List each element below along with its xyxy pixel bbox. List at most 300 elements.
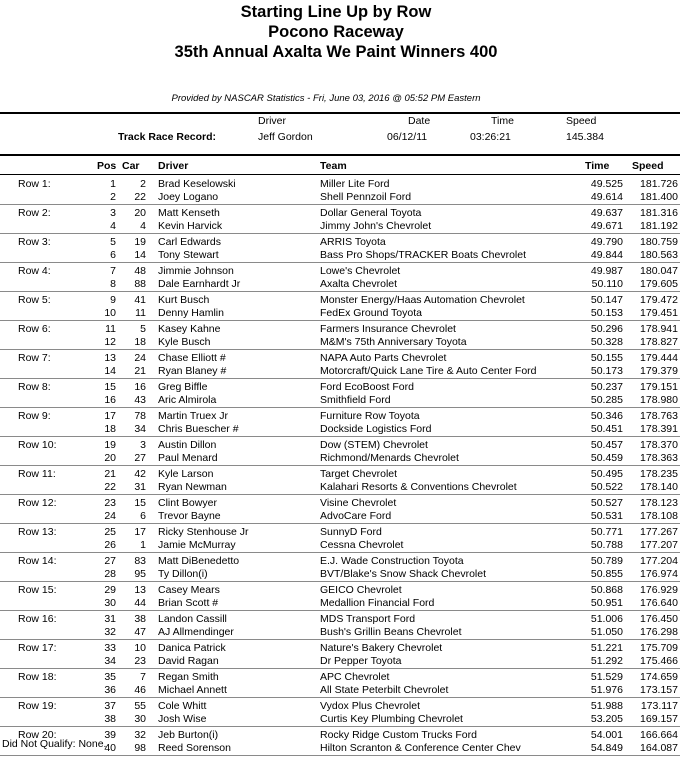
col-time-header: Time <box>585 160 610 172</box>
table-row <box>0 496 680 510</box>
cell-time: 49.525 <box>590 178 623 190</box>
row-group <box>0 234 680 263</box>
cell-team: Monster Energy/Haas Automation Chevrolet <box>320 294 525 306</box>
cell-speed: 164.087 <box>640 742 678 754</box>
cell-driver: Kasey Kahne <box>158 323 221 335</box>
cell-car: 15 <box>134 497 146 509</box>
cell-team: Vydox Plus Chevrolet <box>320 700 420 712</box>
cell-car: 98 <box>134 742 146 754</box>
cell-driver: Danica Patrick <box>158 642 226 654</box>
cell-car: 31 <box>134 481 146 493</box>
cell-driver: Jamie McMurray <box>158 539 236 551</box>
cell-driver: Ricky Stenhouse Jr <box>158 526 249 538</box>
cell-time: 50.527 <box>590 497 623 509</box>
cell-team: APC Chevrolet <box>320 671 390 683</box>
row-label: Row 18: <box>18 671 57 683</box>
cell-team: ARRIS Toyota <box>320 236 386 248</box>
cell-driver: Paul Menard <box>158 452 218 464</box>
table-row <box>0 712 680 726</box>
report-title: Starting Line Up by Row <box>240 3 432 21</box>
cell-time: 50.237 <box>590 381 623 393</box>
cell-car: 13 <box>134 584 146 596</box>
table-row <box>0 364 680 378</box>
cell-car: 16 <box>134 381 146 393</box>
row-label: Row 12: <box>18 497 57 509</box>
table-row <box>0 554 680 568</box>
cell-pos: 25 <box>104 526 116 538</box>
race-name: 35th Annual Axalta We Paint Winners 400 <box>174 43 498 61</box>
cell-pos: 14 <box>104 365 116 377</box>
cell-pos: 29 <box>104 584 116 596</box>
row-label: Row 6: <box>18 323 51 335</box>
cell-team: Lowe's Chevrolet <box>320 265 401 277</box>
cell-driver: Dale Earnhardt Jr <box>158 278 241 290</box>
record-driver: Jeff Gordon <box>258 131 313 143</box>
cell-car: 95 <box>134 568 146 580</box>
cell-team: Bass Pro Shops/TRACKER Boats Chevrolet <box>320 249 527 261</box>
cell-driver: Cole Whitt <box>158 700 207 712</box>
header-rule <box>0 154 680 156</box>
cell-driver: Regan Smith <box>158 671 219 683</box>
row-label: Row 11: <box>18 468 56 480</box>
cell-pos: 30 <box>104 597 116 609</box>
cell-speed: 179.444 <box>640 352 678 364</box>
cell-driver: Brad Keselowski <box>158 178 236 190</box>
cell-team: Smithfield Ford <box>320 394 391 406</box>
row-group <box>0 205 680 234</box>
cell-time: 50.155 <box>590 352 623 364</box>
col-car-header: Car <box>122 160 140 172</box>
cell-car: 44 <box>134 597 146 609</box>
row-label: Row 14: <box>18 555 57 567</box>
cell-speed: 180.759 <box>640 236 678 248</box>
top-rule <box>0 112 680 114</box>
row-label: Row 1: <box>18 178 51 190</box>
cell-car: 78 <box>134 410 146 422</box>
table-row <box>0 683 680 697</box>
cell-speed: 181.192 <box>640 220 678 232</box>
record-time: 03:26:21 <box>470 131 511 143</box>
provided-by-line: Provided by NASCAR Statistics - Fri, June 03, 2016 @ 05:52 PM Eastern <box>171 93 481 104</box>
cell-team: Dow (STEM) Chevrolet <box>320 439 428 451</box>
cell-time: 50.522 <box>590 481 623 493</box>
cell-team: Dockside Logistics Ford <box>320 423 432 435</box>
cell-team: All State Peterbilt Chevrolet <box>320 684 449 696</box>
table-row <box>0 596 680 610</box>
table-row <box>0 538 680 552</box>
table-row <box>0 654 680 668</box>
cell-car: 7 <box>140 671 146 683</box>
cell-pos: 16 <box>104 394 116 406</box>
cell-pos: 1 <box>110 178 116 190</box>
cell-time: 50.459 <box>590 452 623 464</box>
cell-speed: 166.664 <box>640 729 678 741</box>
row-group <box>0 524 680 553</box>
cell-car: 17 <box>134 526 146 538</box>
cell-time: 50.173 <box>590 365 623 377</box>
cell-speed: 179.151 <box>640 381 678 393</box>
cell-speed: 181.316 <box>640 207 678 219</box>
cell-team: Axalta Chevrolet <box>320 278 398 290</box>
cell-driver: Jimmie Johnson <box>158 265 234 277</box>
table-row <box>0 567 680 581</box>
table-row <box>0 467 680 481</box>
cell-car: 18 <box>134 336 146 348</box>
cell-pos: 23 <box>104 497 116 509</box>
cell-driver: Kevin Harvick <box>158 220 223 232</box>
cell-driver: Aric Almirola <box>158 394 217 406</box>
cell-team: GEICO Chevrolet <box>320 584 402 596</box>
table-row <box>0 206 680 220</box>
cell-pos: 40 <box>104 742 116 754</box>
cell-team: MDS Transport Ford <box>320 613 416 625</box>
cell-time: 49.637 <box>590 207 623 219</box>
cell-time: 50.531 <box>590 510 623 522</box>
col-pos-header: Pos <box>97 160 117 172</box>
cell-speed: 178.370 <box>640 439 678 451</box>
cell-car: 32 <box>134 729 146 741</box>
row-label: Row 8: <box>18 381 51 393</box>
cell-driver: Carl Edwards <box>158 236 222 248</box>
cell-time: 54.001 <box>590 729 623 741</box>
row-label: Row 9: <box>18 410 51 422</box>
cell-driver: Matt Kenseth <box>158 207 220 219</box>
cell-time: 50.110 <box>591 278 623 290</box>
row-group <box>0 292 680 321</box>
cell-team: Dr Pepper Toyota <box>320 655 402 667</box>
cell-speed: 177.267 <box>640 526 678 538</box>
cell-team: AdvoCare Ford <box>320 510 392 522</box>
cell-speed: 173.117 <box>640 700 678 712</box>
cell-car: 4 <box>140 220 146 232</box>
table-row <box>0 409 680 423</box>
cell-team: Medallion Financial Ford <box>320 597 435 609</box>
cell-team: Rocky Ridge Custom Trucks Ford <box>320 729 477 741</box>
cell-pos: 2 <box>110 191 116 203</box>
cell-car: 3 <box>140 439 146 451</box>
row-label: Row 13: <box>18 526 57 538</box>
cell-car: 34 <box>134 423 146 435</box>
cell-pos: 9 <box>110 294 116 306</box>
cell-driver: Ryan Newman <box>158 481 227 493</box>
cell-driver: Denny Hamlin <box>158 307 224 319</box>
cell-time: 51.292 <box>590 655 623 667</box>
cell-time: 51.221 <box>590 642 623 654</box>
cell-car: 43 <box>134 394 146 406</box>
cell-car: 30 <box>134 713 146 725</box>
table-row <box>0 190 680 204</box>
cell-pos: 20 <box>104 452 116 464</box>
cell-time: 50.788 <box>590 539 623 551</box>
cell-team: Richmond/Menards Chevrolet <box>320 452 459 464</box>
cell-driver: Martin Truex Jr <box>158 410 229 422</box>
cell-speed: 178.363 <box>640 452 678 464</box>
cell-pos: 12 <box>104 336 116 348</box>
table-row <box>0 451 680 465</box>
table-row <box>0 322 680 336</box>
cell-speed: 180.563 <box>640 249 678 261</box>
cell-driver: David Ragan <box>158 655 219 667</box>
cell-speed: 179.379 <box>640 365 678 377</box>
row-group <box>0 321 680 350</box>
cell-team: E.J. Wade Construction Toyota <box>320 555 464 567</box>
table-row <box>0 293 680 307</box>
cell-car: 42 <box>134 468 146 480</box>
cell-pos: 5 <box>110 236 116 248</box>
table-row <box>0 393 680 407</box>
cell-time: 50.457 <box>590 439 623 451</box>
cell-time: 50.285 <box>590 394 623 406</box>
row-group <box>0 640 680 669</box>
cell-pos: 39 <box>104 729 116 741</box>
cell-time: 54.849 <box>590 742 623 754</box>
cell-time: 50.153 <box>590 307 623 319</box>
cell-pos: 31 <box>104 613 116 625</box>
cell-speed: 174.659 <box>640 671 678 683</box>
cell-car: 88 <box>134 278 146 290</box>
cell-car: 47 <box>134 626 146 638</box>
row-group <box>0 495 680 524</box>
cell-team: FedEx Ground Toyota <box>320 307 422 319</box>
cell-team: Miller Lite Ford <box>320 178 390 190</box>
table-row <box>0 625 680 639</box>
cell-pos: 3 <box>110 207 116 219</box>
cell-driver: Chris Buescher # <box>158 423 239 435</box>
table-row <box>0 670 680 684</box>
row-group <box>0 466 680 495</box>
cell-car: 20 <box>134 207 146 219</box>
cell-team: SunnyD Ford <box>320 526 382 538</box>
cell-team: Jimmy John's Chevrolet <box>320 220 432 232</box>
cell-time: 50.771 <box>590 526 623 538</box>
cell-team: Cessna Chevrolet <box>320 539 404 551</box>
cell-driver: Kyle Larson <box>158 468 214 480</box>
cell-car: 2 <box>140 178 146 190</box>
cell-pos: 6 <box>110 249 116 261</box>
table-row <box>0 177 680 191</box>
row-group <box>0 582 680 611</box>
record-label: Track Race Record: <box>118 131 217 143</box>
cell-driver: Landon Cassill <box>158 613 227 625</box>
cell-speed: 178.941 <box>640 323 678 335</box>
cell-pos: 26 <box>104 539 116 551</box>
cell-team: Dollar General Toyota <box>320 207 422 219</box>
cell-speed: 180.047 <box>640 265 678 277</box>
cell-team: BVT/Blake's Snow Shack Chevrolet <box>320 568 486 580</box>
cell-car: 1 <box>140 539 146 551</box>
cell-pos: 15 <box>104 381 116 393</box>
cell-time: 49.844 <box>590 249 623 261</box>
cell-driver: Greg Biffle <box>158 381 208 393</box>
row-label: Row 7: <box>18 352 51 364</box>
cell-driver: Chase Elliott # <box>158 352 226 364</box>
cell-team: Motorcraft/Quick Lane Tire & Auto Center Ford <box>320 365 537 377</box>
cell-car: 38 <box>134 613 146 625</box>
cell-speed: 175.466 <box>640 655 678 667</box>
cell-driver: Clint Bowyer <box>158 497 217 509</box>
cell-team: M&M's 75th Anniversary Toyota <box>320 336 467 348</box>
cell-pos: 22 <box>104 481 116 493</box>
col-driver-header: Driver <box>158 160 189 172</box>
table-row <box>0 219 680 233</box>
cell-time: 50.147 <box>590 294 623 306</box>
table-row <box>0 438 680 452</box>
cell-car: 6 <box>140 510 146 522</box>
cell-car: 23 <box>134 655 146 667</box>
cell-speed: 181.726 <box>640 178 678 190</box>
row-label: Row 3: <box>18 236 51 248</box>
table-row <box>0 380 680 394</box>
cell-car: 21 <box>134 365 146 377</box>
cell-driver: Josh Wise <box>158 713 207 725</box>
cell-driver: Ty Dillon(i) <box>158 568 208 580</box>
cell-pos: 35 <box>104 671 116 683</box>
table-row <box>0 525 680 539</box>
record-col-driver: Driver <box>258 115 286 127</box>
cell-speed: 176.974 <box>640 568 678 580</box>
cell-speed: 173.157 <box>640 684 678 696</box>
row-label: Row 5: <box>18 294 51 306</box>
row-label: Row 20: <box>18 729 57 741</box>
cell-time: 50.868 <box>590 584 623 596</box>
cell-time: 50.495 <box>590 468 623 480</box>
cell-time: 51.050 <box>590 626 623 638</box>
row-group <box>0 408 680 437</box>
cell-time: 50.451 <box>590 423 623 435</box>
cell-time: 50.855 <box>590 568 623 580</box>
cell-speed: 176.450 <box>640 613 678 625</box>
cell-speed: 178.123 <box>640 497 678 509</box>
table-row <box>0 641 680 655</box>
cell-driver: Joey Logano <box>158 191 219 203</box>
cell-time: 49.790 <box>590 236 623 248</box>
row-label: Row 10: <box>18 439 57 451</box>
cell-car: 46 <box>134 684 146 696</box>
cell-speed: 178.235 <box>640 468 678 480</box>
row-label: Row 4: <box>18 265 51 277</box>
cell-driver: Matt DiBenedetto <box>158 555 240 567</box>
cell-pos: 34 <box>104 655 116 667</box>
table-top-rule <box>0 174 680 175</box>
cell-driver: Trevor Bayne <box>158 510 221 522</box>
row-label: Row 2: <box>18 207 51 219</box>
cell-pos: 18 <box>104 423 116 435</box>
cell-driver: Reed Sorenson <box>158 742 231 754</box>
cell-speed: 176.298 <box>640 626 678 638</box>
cell-pos: 8 <box>110 278 116 290</box>
table-row <box>0 335 680 349</box>
cell-speed: 178.140 <box>640 481 678 493</box>
table-row <box>0 612 680 626</box>
table-row <box>0 306 680 320</box>
table-row <box>0 235 680 249</box>
record-date: 06/12/11 <box>387 131 428 143</box>
cell-pos: 33 <box>104 642 116 654</box>
cell-driver: AJ Allmendinger <box>158 626 234 638</box>
cell-team: Farmers Insurance Chevrolet <box>320 323 456 335</box>
cell-car: 83 <box>134 555 146 567</box>
cell-team: Curtis Key Plumbing Chevrolet <box>320 713 463 725</box>
row-group <box>0 669 680 698</box>
col-speed-header: Speed <box>632 160 664 172</box>
did-not-qualify: Did Not Qualify: None. <box>2 738 107 750</box>
cell-car: 48 <box>134 265 146 277</box>
row-group <box>0 379 680 408</box>
cell-driver: Kurt Busch <box>158 294 210 306</box>
cell-pos: 36 <box>104 684 116 696</box>
row-label: Row 19: <box>18 700 57 712</box>
cell-time: 51.988 <box>590 700 623 712</box>
cell-car: 55 <box>134 700 146 712</box>
cell-speed: 177.207 <box>640 539 678 551</box>
row-group <box>0 263 680 292</box>
cell-time: 50.296 <box>590 323 623 335</box>
cell-speed: 177.204 <box>640 555 678 567</box>
row-group <box>0 437 680 466</box>
cell-speed: 179.451 <box>640 307 678 319</box>
cell-driver: Tony Stewart <box>158 249 219 261</box>
cell-speed: 178.763 <box>640 410 678 422</box>
cell-pos: 11 <box>105 323 116 335</box>
cell-speed: 176.640 <box>640 597 678 609</box>
cell-car: 14 <box>134 249 146 261</box>
cell-speed: 178.391 <box>640 423 678 435</box>
record-col-time: Time <box>491 115 514 127</box>
cell-team: Target Chevrolet <box>320 468 398 480</box>
row-group <box>0 553 680 582</box>
cell-team: Kalahari Resorts & Conventions Chevrolet <box>320 481 517 493</box>
cell-team: Bush's Grillin Beans Chevrolet <box>320 626 462 638</box>
cell-time: 51.976 <box>590 684 623 696</box>
cell-pos: 13 <box>104 352 116 364</box>
row-group <box>0 176 680 205</box>
cell-pos: 38 <box>104 713 116 725</box>
cell-time: 51.006 <box>590 613 623 625</box>
cell-speed: 176.929 <box>640 584 678 596</box>
cell-time: 51.529 <box>590 671 623 683</box>
cell-speed: 178.980 <box>640 394 678 406</box>
cell-team: Shell Pennzoil Ford <box>320 191 412 203</box>
row-group <box>0 698 680 727</box>
cell-driver: Brian Scott # <box>158 597 219 609</box>
table-row <box>0 422 680 436</box>
cell-team: Hilton Scranton & Conference Center Chev <box>320 742 521 754</box>
track-name: Pocono Raceway <box>268 23 404 41</box>
cell-car: 19 <box>134 236 146 248</box>
cell-speed: 178.108 <box>640 510 678 522</box>
cell-time: 49.987 <box>590 265 623 277</box>
cell-time: 49.671 <box>590 220 623 232</box>
table-row <box>0 509 680 523</box>
cell-pos: 27 <box>104 555 116 567</box>
cell-team: Nature's Bakery Chevrolet <box>320 642 443 654</box>
table-row <box>0 583 680 597</box>
cell-team: Furniture Row Toyota <box>320 410 420 422</box>
cell-speed: 169.157 <box>640 713 678 725</box>
cell-car: 10 <box>134 642 146 654</box>
cell-pos: 37 <box>104 700 116 712</box>
lineup-table <box>0 176 680 756</box>
cell-time: 53.205 <box>590 713 623 725</box>
cell-speed: 175.709 <box>640 642 678 654</box>
table-row <box>0 480 680 494</box>
cell-car: 5 <box>140 323 146 335</box>
table-row <box>0 351 680 365</box>
cell-driver: Jeb Burton(i) <box>158 729 219 741</box>
cell-pos: 21 <box>104 468 116 480</box>
cell-pos: 4 <box>110 220 116 232</box>
cell-pos: 19 <box>104 439 116 451</box>
